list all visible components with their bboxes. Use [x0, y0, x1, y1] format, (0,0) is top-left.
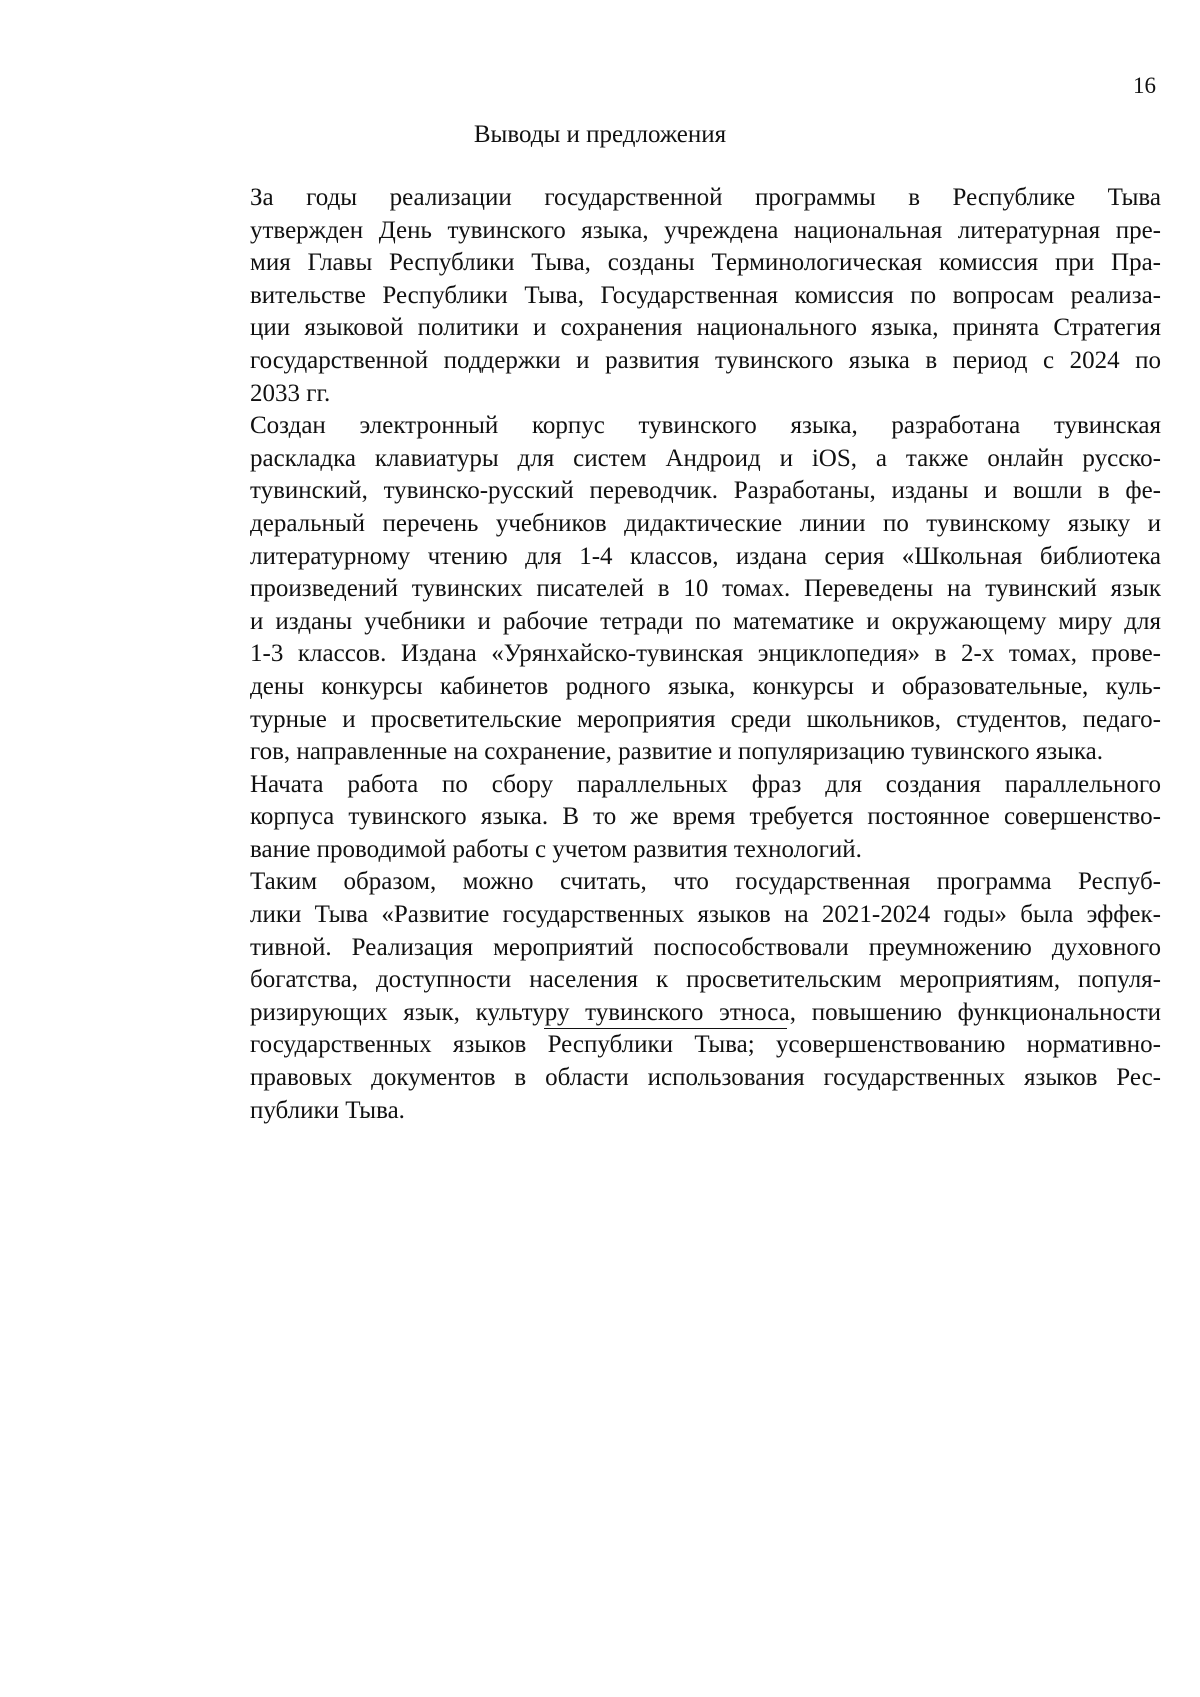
text-line: произведений тувинских писателей в 10 томах. Переведены на тувинский язык	[250, 575, 1161, 603]
text-line: ции языковой политики и сохранения национального языка, принята Стратегия	[250, 314, 1161, 342]
paragraph-achievements	[178, 410, 1161, 769]
text-line: Начата работа по сбору параллельных фраз для создания параллельного	[250, 770, 1161, 798]
page-number: 16	[1133, 73, 1156, 98]
text-line: лики Тыва «Развитие государственных языков на 2021-2024 годы» была эффек-	[250, 901, 1161, 929]
body-text	[178, 182, 1161, 1127]
paragraph-program-results	[178, 182, 1161, 410]
text-line: Таким образом, можно считать, что государственная программа Респуб-	[250, 868, 1161, 896]
text-line: Создан электронный корпус тувинского языка, разработана тувинская	[250, 412, 1161, 440]
paragraph-parallel-corpus	[178, 769, 1161, 867]
text-line: вание проводимой работы с учетом развития технологий.	[250, 835, 862, 863]
text-line: турные и просветительские мероприятия среди школьников, студентов, педаго-	[250, 705, 1161, 733]
text-line: вительстве Республики Тыва, Государственная комиссия по вопросам реализа-	[250, 281, 1161, 309]
text-line: деральный перечень учебников дидактические линии по тувинскому языку и	[250, 509, 1161, 537]
end-of-document-rule	[544, 1028, 787, 1029]
text-line: государственных языков Республики Тыва; усовершенствованию нормативно-	[250, 1031, 1161, 1059]
text-line: богатства, доступности населения к просветительским мероприятиям, популя-	[250, 966, 1161, 994]
text-line: 2033 гг.	[250, 379, 331, 407]
text-line: дены конкурсы кабинетов родного языка, конкурсы и образовательные, куль-	[250, 672, 1161, 700]
text-line: тувинский, тувинско-русский переводчик. Разработаны, изданы и вошли в фе-	[250, 477, 1161, 505]
text-line: гов, направленные на сохранение, развитие и популяризацию тувинского языка.	[250, 738, 1104, 766]
text-line: мия Главы Республики Тыва, созданы Терминологическая комиссия при Пра-	[250, 249, 1161, 277]
section-heading: Выводы и предложения	[473, 121, 727, 148]
text-line: и изданы учебники и рабочие тетради по математике и окружающему миру для	[250, 607, 1161, 635]
text-line: тивной. Реализация мероприятий поспособствовали преумножению духовного	[250, 933, 1161, 961]
text-line: За годы реализации государственной программы в Республике Тыва	[250, 184, 1161, 211]
text-line: 1-3 классов. Издана «Урянхайско-тувинская энциклопедия» в 2-х томах, прове-	[250, 640, 1161, 668]
text-line: литературному чтению для 1-4 классов, издана серия «Школьная библиотека	[250, 542, 1161, 570]
text-line: раскладка клавиатуры для систем Андроид и iOS, а также онлайн русско-	[250, 444, 1161, 472]
paragraph-conclusion	[178, 866, 1161, 1127]
text-line: публики Тыва.	[250, 1096, 405, 1124]
text-line: правовых документов в области использования государственных языков Рес-	[250, 1064, 1161, 1092]
text-line: государственной поддержки и развития тувинского языка в период с 2024 по	[250, 346, 1161, 374]
text-line: корпуса тувинского языка. В то же время требуется постоянное совершенство-	[250, 803, 1161, 831]
text-line: утвержден День тувинского языка, учреждена национальная литературная пре-	[250, 216, 1161, 244]
text-line: ризирующих язык, культуру тувинского этноса, повышению функциональности	[250, 998, 1161, 1026]
